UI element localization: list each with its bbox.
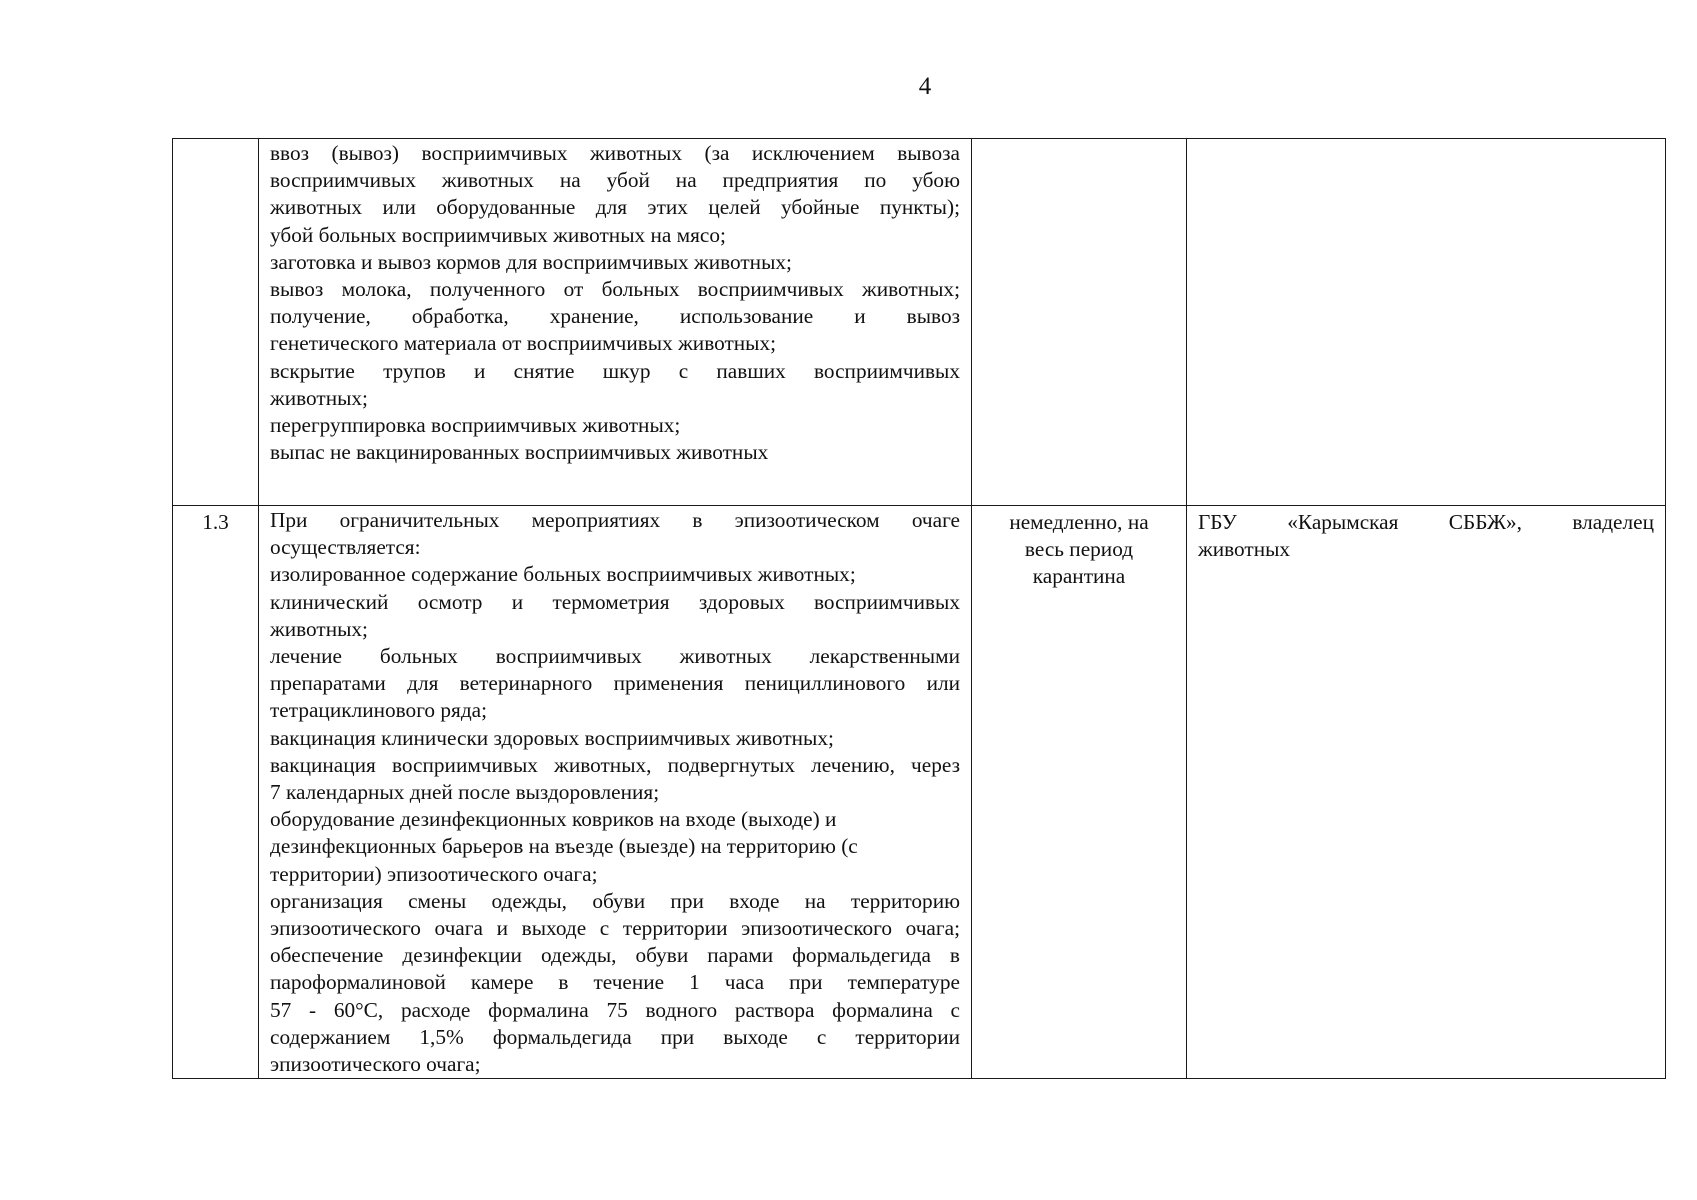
text-line: вывоз молока, полученного от больных восприимчивых животных;	[270, 277, 960, 302]
text-line: обеспечение дезинфекции одежды, обуви парами формальдегида в	[270, 943, 960, 968]
text-line: животных;	[270, 385, 368, 410]
text-line: 7 календарных дней после выздоровления;	[270, 780, 660, 805]
text-line: При ограничительных мероприятиях в эпизоотическом очаге	[270, 508, 960, 532]
text-line: перегруппировка восприимчивых животных;	[270, 413, 681, 438]
term-line: весь период	[1024, 537, 1134, 562]
text-line: тетрациклинового ряда;	[270, 698, 488, 723]
table-row	[173, 506, 1666, 1079]
measures-table	[172, 138, 1666, 1079]
page-number: 4	[918, 73, 932, 100]
text-line: препаратами для ветеринарного применения пенициллинового или	[270, 671, 960, 696]
text-line: дезинфекционных барьеров на въезде (выезде) на территорию (с	[270, 834, 858, 859]
responsible-cell	[1187, 139, 1666, 506]
text-line: получение, обработка, хранение, использование и вывоз	[270, 304, 960, 329]
text-line: 57 - 60°C, расходе формалина 75 водного раствора формалина с	[270, 997, 960, 1022]
row-number-cell	[173, 139, 259, 506]
text-line: организация смены одежды, обуви при входе на территорию	[270, 888, 960, 913]
text-line: генетического материала от восприимчивых животных;	[270, 331, 777, 356]
text-line: осуществляется:	[270, 535, 421, 560]
text-line: вакцинация клинически здоровых восприимчивых животных;	[270, 725, 834, 750]
term-line: немедленно, на	[1009, 510, 1149, 534]
text-line: клинический осмотр и термометрия здоровых восприимчивых	[270, 589, 960, 614]
text-line: пароформалиновой камере в течение 1 часа при температуре	[270, 970, 960, 995]
text-line: восприимчивых животных на убой на предприятия по убою	[270, 168, 960, 193]
term-line: карантина	[1032, 564, 1126, 589]
text-line: ввоз (вывоз) восприимчивых животных (за исключением вывоза	[270, 141, 960, 165]
text-line: вскрытие трупов и снятие шкур с павших восприимчивых	[270, 358, 960, 383]
term-cell	[972, 506, 1187, 1079]
text-line: лечение больных восприимчивых животных лекарственными	[270, 644, 960, 669]
text-line: заготовка и вывоз кормов для восприимчивых животных;	[270, 249, 792, 274]
text-line: территории) эпизоотического очага;	[270, 861, 598, 886]
text-line: животных или оборудованные для этих целей убойные пункты);	[270, 195, 960, 220]
row-number-cell: 1.3	[173, 506, 259, 1079]
text-line: выпас не вакцинированных восприимчивых животных	[270, 440, 769, 465]
text-line: вакцинация восприимчивых животных, подвергнутых лечению, через	[270, 752, 960, 777]
text-line: оборудование дезинфекционных ковриков на входе (выходе) и	[270, 807, 837, 832]
text-line: эпизоотического очага;	[270, 1052, 481, 1077]
responsible-line: ГБУ «Карымская СББЖ», владелец	[1198, 510, 1654, 534]
text-line: содержанием 1,5% формальдегида при выходе с территории	[270, 1024, 960, 1049]
text-line: животных;	[270, 616, 368, 641]
text-line: эпизоотического очага и выходе с территории эпизоотического очага;	[270, 916, 960, 941]
responsible-cell	[1187, 506, 1666, 1079]
term-cell	[972, 139, 1187, 506]
measures-text-cell	[259, 506, 972, 1079]
table-row	[173, 139, 1666, 506]
measures-text-cell	[259, 139, 972, 506]
text-line: изолированное содержание больных восприимчивых животных;	[270, 562, 856, 587]
responsible-line: животных	[1198, 537, 1291, 562]
text-line: убой больных восприимчивых животных на мясо;	[270, 222, 726, 247]
